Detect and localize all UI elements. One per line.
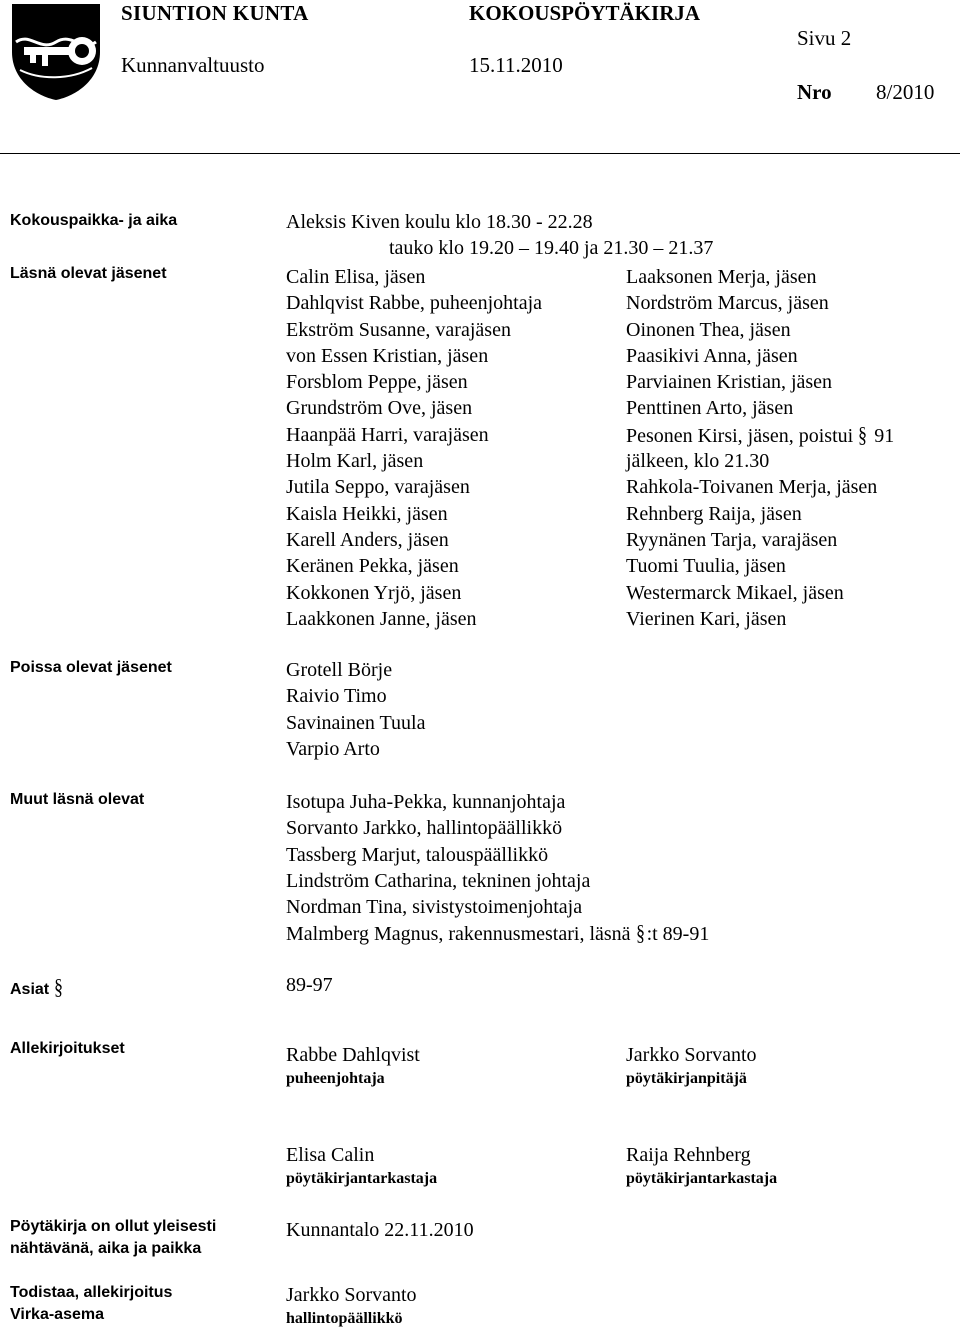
present-members-label: Läsnä olevat jäsenet	[10, 265, 167, 282]
present-member-right: Penttinen Arto, jäsen	[626, 397, 794, 420]
signatures-label: Allekirjoitukset	[10, 1040, 125, 1057]
signature-secretary-role: pöytäkirjanpitäjä	[626, 1070, 747, 1087]
other-attendees-list	[286, 789, 709, 947]
present-member-left: Kokkonen Yrjö, jäsen	[286, 581, 462, 604]
present-member-right: Rehnberg Raija, jäsen	[626, 502, 802, 525]
attest-role: hallintopäällikkö	[286, 1310, 403, 1327]
header-divider	[0, 153, 960, 154]
municipality-name: SIUNTION KUNTA	[121, 1, 309, 25]
absent-members-list	[286, 657, 425, 762]
items-label-text: Asiat	[10, 981, 50, 998]
meeting-place-label: Kokouspaikka- ja aika	[10, 212, 178, 229]
section-sign: §	[858, 421, 868, 447]
public-display-label-line2: nähtävänä, aika ja paikka	[10, 1240, 202, 1257]
other-attendee: Tassberg Marjut, talouspäällikkö	[286, 843, 549, 866]
absent-member: Grotell Börje	[286, 659, 393, 681]
section-sign: §	[635, 920, 645, 946]
present-member-left: von Essen Kristian, jäsen	[286, 344, 489, 367]
other-attendee: Sorvanto Jarkko, hallintopäällikkö	[286, 817, 563, 840]
absent-member: Raivio Timo	[286, 685, 387, 708]
items-label	[10, 974, 65, 1000]
public-display-label-line1: Pöytäkirja on ollut yleisesti	[10, 1218, 217, 1235]
present-member-right: Westermarck Mikael, jäsen	[626, 581, 844, 604]
council-name: Kunnanvaltuusto	[121, 53, 265, 77]
present-member-left: Haanpää Harri, varajäsen	[286, 423, 489, 446]
present-member-left: Laakkonen Janne, jäsen	[286, 607, 477, 630]
signature-inspector2-role: pöytäkirjantarkastaja	[626, 1170, 778, 1187]
signature-secretary-name: Jarkko Sorvanto	[626, 1044, 757, 1066]
signature-inspector1-name: Elisa Calin	[286, 1144, 375, 1166]
items-range: 89-97	[286, 974, 333, 996]
present-member-left: Grundström Ove, jäsen	[286, 397, 473, 420]
present-member-right: Tuomi Tuulia, jäsen	[626, 555, 786, 578]
meeting-place-line2: tauko klo 19.20 – 19.40 ja 21.30 – 21.37	[389, 237, 714, 259]
present-member-right: Oinonen Thea, jäsen	[626, 318, 791, 341]
signature-chair-name: Rabbe Dahlqvist	[286, 1044, 420, 1066]
meeting-date: 15.11.2010	[469, 53, 563, 77]
signature-inspector1-role: pöytäkirjantarkastaja	[286, 1170, 438, 1187]
present-member-left: Keränen Pekka, jäsen	[286, 555, 459, 578]
present-member-left: Kaisla Heikki, jäsen	[286, 502, 448, 525]
present-member-right: jälkeen, klo 21.30	[626, 450, 770, 473]
nro-label: Nro	[797, 80, 832, 104]
present-member-right: Laaksonen Merja, jäsen	[626, 266, 817, 288]
present-member-right: Ryynänen Tarja, varajäsen	[626, 528, 838, 551]
present-member-left: Jutila Seppo, varajäsen	[286, 476, 470, 499]
other-attendee: Malmberg Magnus, rakennusmestari, läsnä §:t 89-91	[286, 920, 710, 946]
present-member-left: Ekström Susanne, varajäsen	[286, 318, 511, 341]
signature-chair-role: puheenjohtaja	[286, 1070, 385, 1087]
present-member-left: Dahlqvist Rabbe, puheenjohtaja	[286, 292, 543, 315]
present-member-right: Pesonen Kirsi, jäsen, poistui § 91	[626, 421, 895, 447]
present-member-left: Calin Elisa, jäsen	[286, 266, 426, 288]
present-member-left: Holm Karl, jäsen	[286, 450, 424, 473]
other-attendee: Nordman Tina, sivistystoimenjohtaja	[286, 896, 583, 919]
absent-members-label: Poissa olevat jäsenet	[10, 659, 172, 676]
meeting-place-line1: Aleksis Kiven koulu klo 18.30 - 22.28	[286, 211, 593, 233]
other-attendees-label: Muut läsnä olevat	[10, 791, 145, 808]
present-members-left-column	[286, 264, 542, 632]
page-number: Sivu 2	[797, 26, 852, 50]
other-attendee: Isotupa Juha-Pekka, kunnanjohtaja	[286, 791, 566, 813]
present-member-left: Forsblom Peppe, jäsen	[286, 371, 468, 394]
present-member-left: Karell Anders, jäsen	[286, 528, 449, 551]
nro-value: 8/2010	[876, 80, 935, 104]
municipal-coat-of-arms-logo	[10, 2, 102, 102]
present-member-right: Parviainen Kristian, jäsen	[626, 371, 833, 394]
signature-inspector2-name: Raija Rehnberg	[626, 1144, 751, 1166]
present-member-right: Nordström Marcus, jäsen	[626, 292, 829, 315]
section-sign: §	[53, 974, 63, 999]
absent-member: Savinainen Tuula	[286, 711, 426, 734]
present-member-right: Paasikivi Anna, jäsen	[626, 344, 798, 367]
present-member-right: Rahkola-Toivanen Merja, jäsen	[626, 476, 878, 499]
document-type: KOKOUSPÖYTÄKIRJA	[469, 1, 701, 25]
present-member-right: Vierinen Kari, jäsen	[626, 607, 787, 630]
attest-name: Jarkko Sorvanto	[286, 1284, 417, 1306]
present-members-right-column	[626, 264, 894, 632]
attest-label-line1: Todistaa, allekirjoitus	[10, 1284, 173, 1301]
other-attendee: Lindström Catharina, tekninen johtaja	[286, 869, 591, 892]
attest-label-line2: Virka-asema	[10, 1306, 104, 1323]
absent-member: Varpio Arto	[286, 737, 380, 760]
public-display-value: Kunnantalo 22.11.2010	[286, 1219, 474, 1241]
